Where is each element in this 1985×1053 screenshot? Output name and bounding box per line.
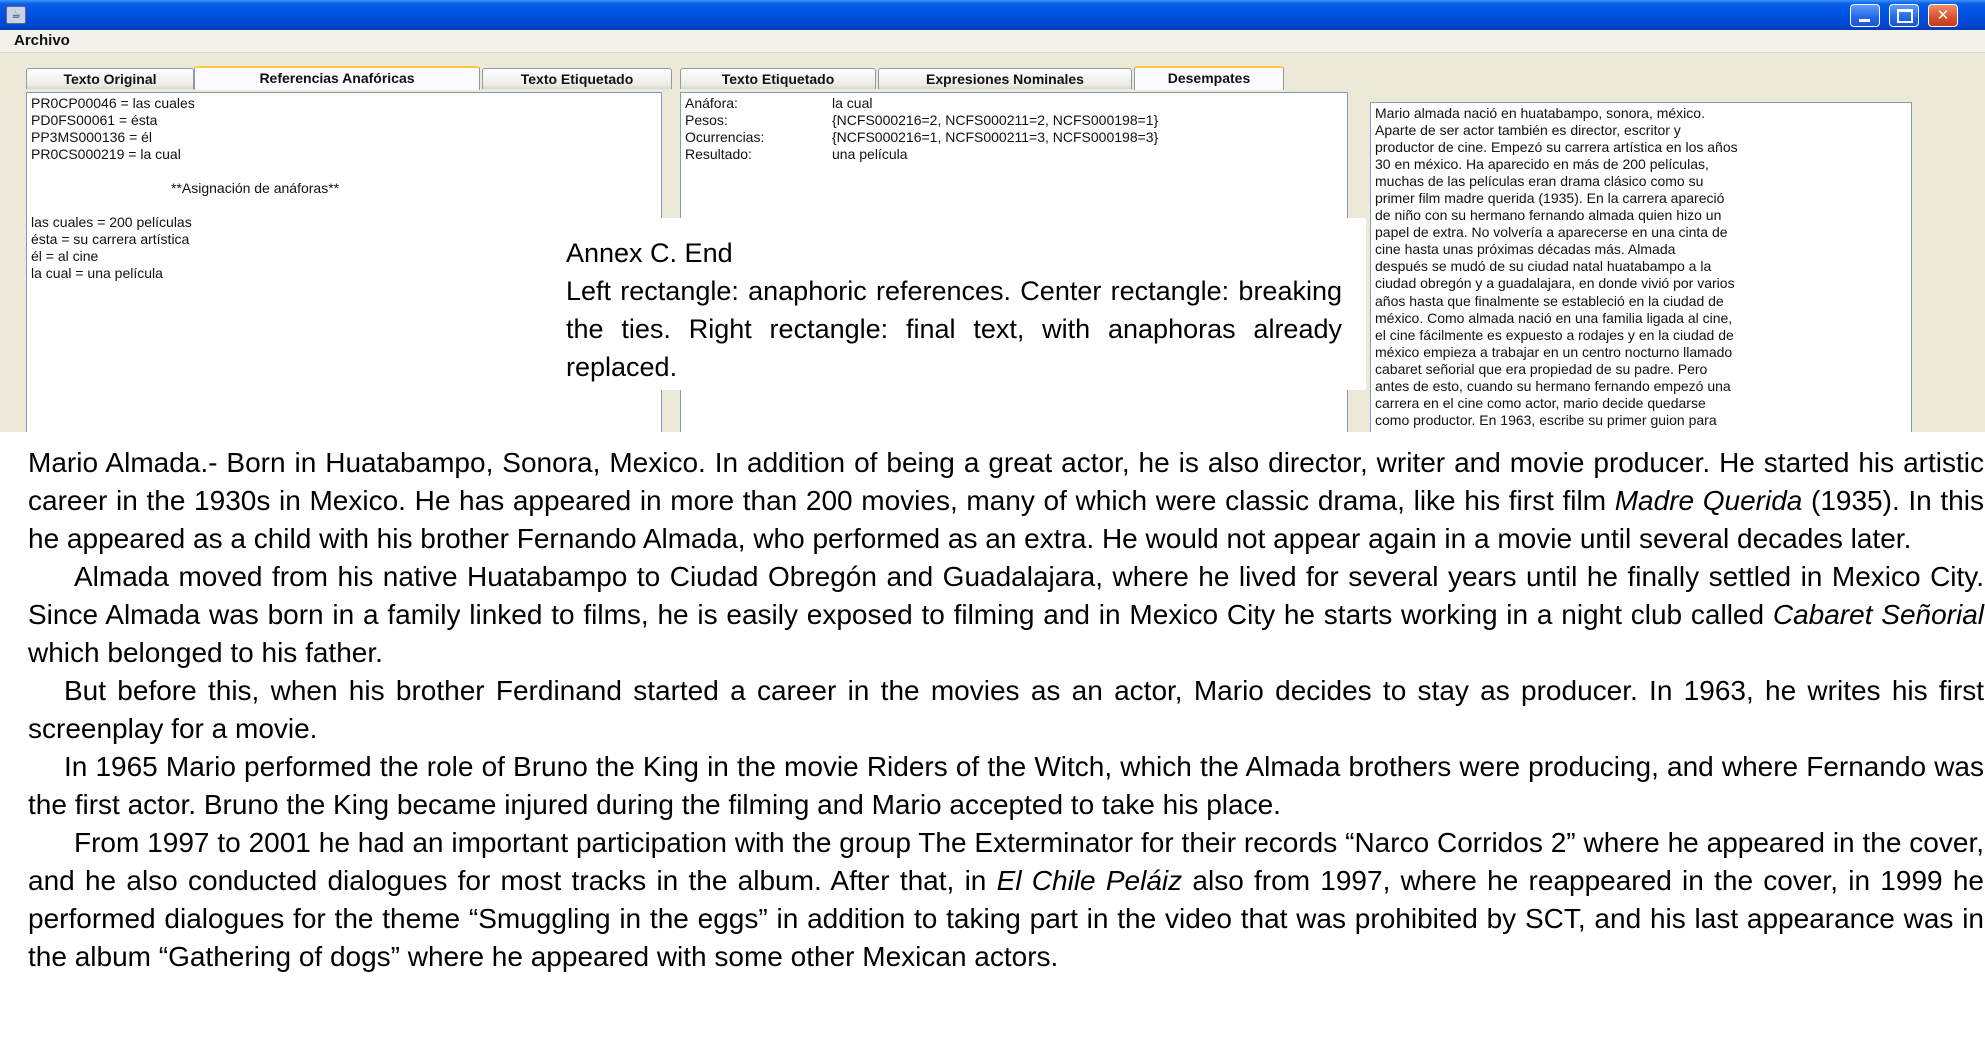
- title-bar[interactable]: [0, 0, 1985, 30]
- maximize-button[interactable]: [1889, 4, 1919, 27]
- assignment-line-2: ésta = su carrera artística: [31, 231, 190, 247]
- paragraph-1-text: Mario Almada.- Born in Huatabampo, Sonora, Mexico. In addition of being a great actor, he is also director, writer and movie producer. He started his artistic career in the 1930s in Mexico. He has appeared in more than 200 movies, many of which were classic drama, like his first film: [28, 447, 1984, 516]
- row-anafora: [685, 95, 1343, 112]
- menu-bar: [0, 30, 1985, 53]
- tab-referencias-anaforicas[interactable]: Referencias Anafóricas: [194, 66, 480, 90]
- assignment-line-1: las cuales = 200 películas: [31, 214, 192, 230]
- minimize-icon: [1859, 19, 1870, 22]
- caption-body: Left rectangle: anaphoric references. Center rectangle: breaking the ties. Right rectangle: final text, with anaphoras already replaced.: [566, 276, 1342, 382]
- right-tab-strip: [680, 68, 1300, 90]
- row-value: {NCFS000216=1, NCFS000211=3, NCFS000198=3}: [832, 129, 1159, 145]
- tag-line-1: PR0CP00046 = las cuales: [31, 95, 195, 111]
- paragraph-5-rest: also from 1997, where he reappeared in the cover, in 1999 he performed dialogues for the theme “Smuggling in the eggs” in addition to taking part in the video that was prohibited by SCT, and his last appearance was in the album “Gathering of dogs” where he appeared with some other Mexican actors.: [28, 865, 1984, 972]
- figure-caption-box: [550, 218, 1366, 390]
- paragraph-2: [28, 558, 1984, 672]
- club-name: Cabaret Señorial: [1772, 599, 1984, 630]
- row-key: Ocurrencias:: [685, 129, 765, 145]
- java-app-icon[interactable]: ☕: [6, 6, 26, 24]
- close-button[interactable]: [1928, 4, 1958, 27]
- assignment-line-3: él = al cine: [31, 248, 99, 264]
- paragraph-4: In 1965 Mario performed the role of Bruno the King in the movie Riders of the Witch, which the Almada brothers were producing, and where Fernando was the first actor. Bruno the King became injured during the filming and Mario accepted to take his place.: [28, 751, 1984, 820]
- paragraph-3: But before this, when his brother Ferdinand started a career in the movies as an actor, Mario decides to stay as producer. In 1963, he writes his first screenplay for a movie.: [28, 675, 1984, 744]
- row-resultado: [685, 146, 1343, 163]
- menu-archivo[interactable]: Archivo: [14, 32, 70, 49]
- row-key: Anáfora:: [685, 95, 738, 111]
- final-text-panel[interactable]: [1370, 102, 1912, 432]
- close-icon: ✕: [1936, 6, 1950, 24]
- maximize-icon: [1897, 9, 1913, 23]
- tag-line-3: PP3MS000136 = él: [31, 129, 153, 145]
- row-ocurrencias: [685, 129, 1343, 146]
- row-value: una película: [832, 146, 908, 162]
- assignment-heading: **Asignación de anáforas**: [171, 180, 340, 196]
- tab-expresiones-nominales[interactable]: Expresiones Nominales: [878, 68, 1132, 89]
- paragraph-2-rest: which belonged to his father.: [28, 637, 383, 668]
- assignment-line-4: la cual = una película: [31, 265, 163, 281]
- final-text: Mario almada nació en huatabampo, sonora, méxico. Aparte de ser actor también es director, escritor y productor de cine. Empezó su carrera artística en los años 30 en méxico. Ha aparecido en más de 200 películas, muchas de las películas eran drama clásico como su primer film madre querida (1935). En la carrera apareció de niño con su hermano fernando almada quien hizo un papel de extra. No volvería a aparecerse en una cinta de cine hasta unas próximas décadas más. Almada después se mudó de su ciudad natal huatabampo a la ciudad obregón y a guadalajara, en donde vivió por varios años hasta que finalmente se estableció en la ciudad de méxico. Como almada nació en una familia ligada al cine, el cine fácilmente es expuesto a rodajes y en la ciudad de méxico empieza a trabajar en un centro nocturno llamado cabaret señorial que era propiedad de su padre. Pero antes de esto, cuando su hermano fernando empezó una carrera en el cine como actor, mario decide quedarse como productor. En 1963, escribe su primer guion para: [1375, 105, 1738, 428]
- tab-desempates[interactable]: Desempates: [1134, 66, 1284, 90]
- row-key: Pesos:: [685, 112, 728, 128]
- tag-line-4: PR0CS000219 = la cual: [31, 146, 181, 162]
- tab-texto-etiquetado-left[interactable]: Texto Etiquetado: [482, 68, 672, 89]
- paragraph-1-rest: (1935). In this he appeared as a child with his brother Fernando Almada, who performed as an extra. He would not appear again in a movie until several decades later.: [28, 485, 1984, 554]
- paragraph-1: [28, 444, 1984, 558]
- caption-title: Annex C. End: [566, 238, 733, 268]
- left-tab-strip: [26, 68, 666, 90]
- paragraph-2-text: Almada moved from his native Huatabampo to Ciudad Obregón and Guadalajara, where he lived for several years until he finally settled in Mexico City. Since Almada was born in a family linked to films, he is easily exposed to filming and in Mexico City he starts working in a night club called: [28, 561, 1984, 630]
- minimize-button[interactable]: [1850, 4, 1880, 27]
- paragraph-5-text: From 1997 to 2001 he had an important participation with the group The Exterminator for their records “Narco Corridos 2” where he appeared in the cover, and he also conducted dialogues for most tracks in the album. After that, in: [28, 827, 1984, 896]
- row-value: la cual: [832, 95, 873, 111]
- film-title: Madre Querida: [1614, 485, 1803, 516]
- tag-line-2: PD0FS00061 = ésta: [31, 112, 158, 128]
- row-pesos: [685, 112, 1343, 129]
- row-key: Resultado:: [685, 146, 752, 162]
- paragraph-5: [28, 824, 1984, 976]
- application-window: [0, 0, 1985, 432]
- tab-texto-etiquetado-right[interactable]: Texto Etiquetado: [680, 68, 876, 89]
- album-title: El Chile Peláiz: [996, 865, 1183, 896]
- paper-body: [28, 444, 1984, 976]
- tab-texto-original[interactable]: Texto Original: [26, 68, 194, 89]
- row-value: {NCFS000216=2, NCFS000211=2, NCFS000198=1}: [832, 112, 1159, 128]
